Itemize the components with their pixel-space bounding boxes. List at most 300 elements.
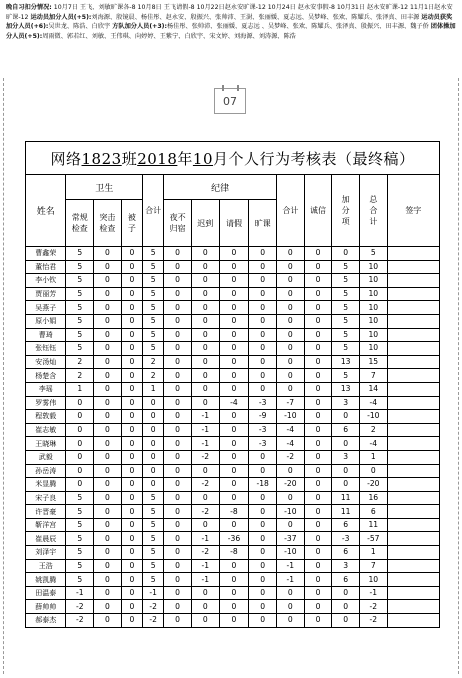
- score-cell: 0: [304, 247, 332, 261]
- score-cell: 0: [277, 314, 305, 328]
- table-row: [26, 478, 440, 492]
- score-cell: -1: [191, 423, 219, 437]
- score-cell: 0: [219, 410, 249, 424]
- score-cell: 0: [332, 247, 360, 261]
- notes-text-athletes: 刘海源、殷镜晨、杨佳彤、赵永安、殷振兴、张帅沛、王澍、张丽媛、夏志远、吴梦峰、张欢、陈耀兵、张泽真、田丰源: [91, 13, 422, 21]
- header-routine-check: 常规检查: [66, 200, 94, 247]
- score-cell: 0: [332, 478, 360, 492]
- notes-text-phalanx: 杨佳彤、张帅沛、张丽媛、夏志远 、吴梦峰、张欢、陈耀兵、张泽真、殷振兴、田丰源、魏子侨: [166, 23, 431, 31]
- score-cell: 1: [359, 546, 387, 560]
- score-cell: 6: [332, 573, 360, 587]
- calendar-rings-icon: [215, 85, 245, 91]
- signature-cell: [387, 247, 439, 261]
- student-name: 曹琦: [26, 328, 66, 342]
- student-name: 张钰钰: [26, 342, 66, 356]
- student-name: 曹鑫荣: [26, 247, 66, 261]
- score-cell: 0: [191, 369, 219, 383]
- signature-cell: [387, 532, 439, 546]
- score-cell: 0: [191, 382, 219, 396]
- score-cell: -2: [359, 614, 387, 628]
- score-cell: 0: [249, 328, 277, 342]
- score-cell: -7: [277, 396, 305, 410]
- score-cell: -20: [277, 478, 305, 492]
- score-cell: 5: [66, 287, 94, 301]
- score-cell: 0: [164, 559, 192, 573]
- header-signature: 签字: [387, 175, 439, 247]
- score-cell: 0: [219, 600, 249, 614]
- header-quilt: 被子: [121, 200, 142, 247]
- score-cell: 0: [219, 614, 249, 628]
- header-night-absence: 夜不归宿: [164, 200, 192, 247]
- score-cell: 5: [66, 260, 94, 274]
- score-cell: -3: [249, 437, 277, 451]
- score-cell: 0: [219, 478, 249, 492]
- score-cell: 5: [143, 301, 164, 315]
- score-cell: 0: [121, 559, 142, 573]
- score-cell: 0: [94, 586, 122, 600]
- score-cell: -2: [191, 450, 219, 464]
- score-cell: 0: [164, 505, 192, 519]
- table-row: [26, 260, 440, 274]
- score-cell: 0: [94, 532, 122, 546]
- score-cell: 10: [359, 260, 387, 274]
- score-cell: 0: [219, 274, 249, 288]
- signature-cell: [387, 369, 439, 383]
- score-cell: 0: [121, 573, 142, 587]
- score-cell: 0: [191, 600, 219, 614]
- score-cell: 0: [121, 450, 142, 464]
- score-cell: 0: [121, 260, 142, 274]
- score-cell: 0: [277, 586, 305, 600]
- header-bonus: 加分项: [332, 175, 360, 247]
- table-row: [26, 342, 440, 356]
- score-cell: 0: [304, 369, 332, 383]
- score-cell: 3: [332, 559, 360, 573]
- score-cell: 0: [164, 614, 192, 628]
- score-cell: -2: [66, 600, 94, 614]
- score-cell: 0: [94, 274, 122, 288]
- signature-cell: [387, 423, 439, 437]
- score-cell: 0: [249, 586, 277, 600]
- signature-cell: [387, 274, 439, 288]
- table-row: [26, 287, 440, 301]
- table-row: [26, 301, 440, 315]
- score-cell: 0: [219, 437, 249, 451]
- notes-label-athletes: 运动员加分人员(+5):: [30, 13, 92, 21]
- score-cell: 5: [66, 505, 94, 519]
- score-cell: 0: [164, 518, 192, 532]
- score-cell: 5: [332, 274, 360, 288]
- student-name: 许晋豪: [26, 505, 66, 519]
- score-cell: -2: [143, 600, 164, 614]
- table-row: [26, 491, 440, 505]
- score-cell: 0: [277, 382, 305, 396]
- score-cell: 5: [143, 314, 164, 328]
- score-cell: 0: [94, 410, 122, 424]
- score-cell: 0: [249, 505, 277, 519]
- score-cell: 0: [143, 450, 164, 464]
- table-row: [26, 532, 440, 546]
- score-cell: 0: [277, 247, 305, 261]
- score-cell: 0: [249, 491, 277, 505]
- score-cell: 0: [277, 491, 305, 505]
- score-cell: 0: [121, 274, 142, 288]
- score-cell: 0: [94, 369, 122, 383]
- score-cell: 0: [164, 287, 192, 301]
- signature-cell: [387, 382, 439, 396]
- signature-cell: [387, 518, 439, 532]
- score-cell: 0: [277, 328, 305, 342]
- signature-cell: [387, 546, 439, 560]
- signature-cell: [387, 586, 439, 600]
- notes-label-award: 运动员获奖加分人员(+6):: [6, 13, 453, 31]
- student-name: 靳洋宫: [26, 518, 66, 532]
- score-cell: 0: [191, 586, 219, 600]
- score-cell: 0: [164, 450, 192, 464]
- score-cell: 5: [143, 573, 164, 587]
- score-cell: 0: [304, 586, 332, 600]
- score-cell: 0: [121, 382, 142, 396]
- score-cell: 0: [304, 450, 332, 464]
- score-cell: 1: [359, 450, 387, 464]
- score-cell: 0: [164, 600, 192, 614]
- score-cell: 5: [66, 247, 94, 261]
- student-name: 姚凯腾: [26, 573, 66, 587]
- score-cell: 0: [249, 369, 277, 383]
- header-discipline: 纪律: [164, 175, 277, 200]
- signature-cell: [387, 491, 439, 505]
- score-cell: 0: [121, 600, 142, 614]
- score-cell: 0: [304, 614, 332, 628]
- score-cell: 0: [164, 423, 192, 437]
- score-cell: 0: [121, 464, 142, 478]
- score-cell: -10: [277, 410, 305, 424]
- score-cell: 0: [121, 614, 142, 628]
- score-cell: 0: [277, 301, 305, 315]
- score-cell: -2: [143, 614, 164, 628]
- score-cell: 0: [164, 532, 192, 546]
- score-cell: 0: [121, 505, 142, 519]
- table-row: [26, 396, 440, 410]
- score-cell: 0: [191, 247, 219, 261]
- score-cell: 0: [94, 301, 122, 315]
- signature-cell: [387, 437, 439, 451]
- header-late: 迟到: [191, 200, 219, 247]
- student-name: 王浩: [26, 559, 66, 573]
- score-cell: 1: [66, 382, 94, 396]
- score-cell: 0: [164, 355, 192, 369]
- score-cell: 0: [191, 301, 219, 315]
- score-cell: 0: [143, 396, 164, 410]
- score-cell: 0: [121, 586, 142, 600]
- score-cell: 0: [143, 478, 164, 492]
- score-cell: 2: [143, 355, 164, 369]
- score-cell: 5: [66, 314, 94, 328]
- score-cell: 0: [94, 247, 122, 261]
- score-cell: -1: [277, 573, 305, 587]
- signature-cell: [387, 314, 439, 328]
- score-cell: -4: [277, 423, 305, 437]
- score-cell: 0: [304, 382, 332, 396]
- score-cell: -18: [249, 478, 277, 492]
- score-cell: 0: [277, 614, 305, 628]
- score-cell: 0: [94, 573, 122, 587]
- score-cell: 0: [191, 260, 219, 274]
- score-cell: -2: [191, 505, 219, 519]
- score-cell: 0: [191, 328, 219, 342]
- score-cell: -20: [359, 478, 387, 492]
- signature-cell: [387, 342, 439, 356]
- score-cell: 0: [304, 287, 332, 301]
- score-cell: 0: [66, 410, 94, 424]
- signature-cell: [387, 505, 439, 519]
- student-name: 贾丽芳: [26, 287, 66, 301]
- score-cell: 0: [66, 464, 94, 478]
- score-cell: 0: [121, 247, 142, 261]
- score-cell: 0: [121, 518, 142, 532]
- signature-cell: [387, 600, 439, 614]
- score-cell: 0: [66, 437, 94, 451]
- table-row: [26, 437, 440, 451]
- page-number: 07: [223, 94, 237, 108]
- score-cell: 0: [332, 410, 360, 424]
- score-cell: 5: [143, 532, 164, 546]
- table-row: [26, 247, 440, 261]
- score-cell: 0: [164, 369, 192, 383]
- score-cell: 5: [66, 342, 94, 356]
- score-cell: 0: [332, 437, 360, 451]
- student-name: 吴燕子: [26, 301, 66, 315]
- score-cell: 13: [332, 382, 360, 396]
- table-row: [26, 450, 440, 464]
- score-cell: -10: [277, 505, 305, 519]
- score-cell: -1: [191, 437, 219, 451]
- score-cell: 0: [249, 355, 277, 369]
- score-cell: 0: [219, 559, 249, 573]
- score-cell: 0: [164, 396, 192, 410]
- table-row: [26, 559, 440, 573]
- table-row: [26, 505, 440, 519]
- score-cell: 0: [304, 546, 332, 560]
- signature-cell: [387, 573, 439, 587]
- score-cell: 0: [277, 342, 305, 356]
- score-cell: 0: [191, 342, 219, 356]
- header-leave: 请假: [219, 200, 249, 247]
- score-cell: 0: [219, 247, 249, 261]
- score-cell: 0: [304, 423, 332, 437]
- behavior-assessment-table: [25, 141, 440, 628]
- table-row: [26, 410, 440, 424]
- score-cell: 0: [219, 301, 249, 315]
- signature-cell: [387, 559, 439, 573]
- score-cell: 0: [219, 260, 249, 274]
- score-cell: 5: [332, 328, 360, 342]
- score-cell: 0: [249, 314, 277, 328]
- score-cell: 5: [332, 369, 360, 383]
- table-title: 网络1823班2018年10月个人行为考核表（最终稿）: [26, 142, 440, 175]
- score-cell: 5: [66, 546, 94, 560]
- score-cell: 10: [359, 573, 387, 587]
- score-cell: 0: [143, 464, 164, 478]
- score-cell: 11: [332, 491, 360, 505]
- page-border-right: [458, 78, 459, 674]
- score-cell: 0: [277, 518, 305, 532]
- score-cell: 0: [219, 423, 249, 437]
- student-name: 安汤灿: [26, 355, 66, 369]
- score-cell: 0: [277, 369, 305, 383]
- score-cell: 6: [332, 423, 360, 437]
- score-cell: 0: [277, 600, 305, 614]
- score-cell: 5: [332, 287, 360, 301]
- score-cell: 0: [304, 600, 332, 614]
- score-cell: 2: [66, 369, 94, 383]
- score-cell: 6: [332, 546, 360, 560]
- student-name: 田温泰: [26, 586, 66, 600]
- student-name: 李瑶: [26, 382, 66, 396]
- score-cell: 5: [66, 328, 94, 342]
- score-cell: 0: [277, 355, 305, 369]
- score-cell: 0: [219, 369, 249, 383]
- score-cell: 0: [94, 314, 122, 328]
- notes-text-award: 吴世龙、陈浩、白欣宇: [48, 23, 113, 31]
- score-cell: 5: [66, 573, 94, 587]
- score-cell: 5: [143, 342, 164, 356]
- score-cell: 0: [121, 314, 142, 328]
- signature-cell: [387, 396, 439, 410]
- header-total: 总合计: [359, 175, 387, 247]
- score-cell: -10: [277, 546, 305, 560]
- student-name: 杨楚含: [26, 369, 66, 383]
- table-row: [26, 600, 440, 614]
- student-name: 董怡君: [26, 260, 66, 274]
- header-hygiene: 卫生: [66, 175, 143, 200]
- score-cell: -1: [191, 559, 219, 573]
- score-cell: -2: [191, 478, 219, 492]
- score-cell: 0: [94, 491, 122, 505]
- score-cell: -3: [249, 396, 277, 410]
- score-cell: 0: [191, 614, 219, 628]
- score-cell: 0: [219, 382, 249, 396]
- score-cell: -1: [191, 532, 219, 546]
- score-cell: 0: [121, 355, 142, 369]
- score-cell: 0: [94, 478, 122, 492]
- score-cell: 0: [121, 328, 142, 342]
- score-cell: 0: [249, 274, 277, 288]
- score-cell: 0: [219, 518, 249, 532]
- score-cell: 0: [94, 559, 122, 573]
- score-cell: 0: [191, 491, 219, 505]
- student-name: 武毅: [26, 450, 66, 464]
- score-cell: 0: [66, 478, 94, 492]
- score-cell: 0: [277, 274, 305, 288]
- score-cell: 0: [121, 546, 142, 560]
- score-cell: 7: [359, 369, 387, 383]
- header-subtotal-hygiene: 合计: [143, 175, 164, 247]
- score-cell: 5: [332, 342, 360, 356]
- score-cell: 0: [121, 287, 142, 301]
- table-row: [26, 614, 440, 628]
- student-name: 薛帅帅: [26, 600, 66, 614]
- score-cell: -2: [277, 450, 305, 464]
- score-cell: 5: [66, 532, 94, 546]
- score-cell: -4: [277, 437, 305, 451]
- score-cell: 0: [249, 450, 277, 464]
- score-cell: 5: [66, 518, 94, 532]
- student-name: 刘泽宇: [26, 546, 66, 560]
- score-cell: 0: [121, 423, 142, 437]
- score-cell: 0: [304, 518, 332, 532]
- score-cell: 0: [94, 355, 122, 369]
- score-cell: 6: [359, 505, 387, 519]
- student-name: 孙岳涛: [26, 464, 66, 478]
- student-name: 崔晨辰: [26, 532, 66, 546]
- score-cell: 5: [359, 247, 387, 261]
- score-cell: 0: [94, 505, 122, 519]
- signature-cell: [387, 410, 439, 424]
- signature-cell: [387, 260, 439, 274]
- score-cell: -4: [359, 396, 387, 410]
- score-cell: 0: [94, 342, 122, 356]
- score-cell: 0: [191, 287, 219, 301]
- score-cell: 0: [304, 260, 332, 274]
- score-cell: 0: [94, 614, 122, 628]
- table-row: [26, 328, 440, 342]
- score-cell: 0: [359, 464, 387, 478]
- score-cell: 0: [304, 410, 332, 424]
- score-cell: 0: [304, 559, 332, 573]
- score-cell: 0: [219, 314, 249, 328]
- score-cell: 10: [359, 274, 387, 288]
- score-cell: 0: [66, 450, 94, 464]
- student-name: 米显腾: [26, 478, 66, 492]
- header-integrity: 诚信: [304, 175, 332, 247]
- score-cell: 0: [94, 546, 122, 560]
- score-cell: 0: [249, 532, 277, 546]
- table-row: [26, 423, 440, 437]
- score-cell: -2: [66, 614, 94, 628]
- score-cell: 5: [332, 314, 360, 328]
- score-cell: 5: [143, 328, 164, 342]
- score-cell: 0: [304, 342, 332, 356]
- score-cell: 14: [359, 382, 387, 396]
- signature-cell: [387, 450, 439, 464]
- signature-cell: [387, 478, 439, 492]
- score-cell: 5: [143, 546, 164, 560]
- score-cell: 0: [191, 518, 219, 532]
- score-cell: 0: [304, 314, 332, 328]
- score-cell: 15: [359, 355, 387, 369]
- score-cell: 0: [143, 410, 164, 424]
- score-cell: -1: [191, 573, 219, 587]
- score-cell: 5: [143, 287, 164, 301]
- student-name: 崔志敏: [26, 423, 66, 437]
- page-border-left: [3, 78, 4, 674]
- score-cell: 5: [143, 491, 164, 505]
- score-cell: 0: [332, 600, 360, 614]
- signature-cell: [387, 464, 439, 478]
- score-cell: 0: [249, 614, 277, 628]
- score-cell: 0: [249, 546, 277, 560]
- student-name: 王晓琳: [26, 437, 66, 451]
- table-row: [26, 382, 440, 396]
- table-row: [26, 314, 440, 328]
- score-cell: -1: [143, 586, 164, 600]
- score-cell: 0: [164, 491, 192, 505]
- score-cell: 0: [94, 464, 122, 478]
- score-cell: 0: [94, 518, 122, 532]
- header-name: 姓名: [26, 175, 66, 247]
- score-cell: -3: [249, 423, 277, 437]
